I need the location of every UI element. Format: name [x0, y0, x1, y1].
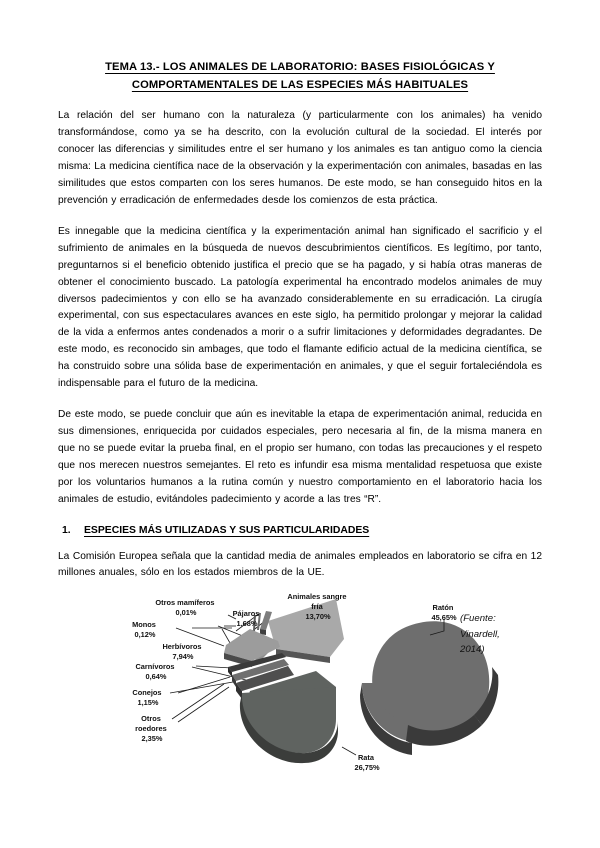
document-content — [58, 58, 542, 590]
source-note-line-2: Vinardell, — [460, 628, 500, 640]
label-animales-sangre-fria: Animales sangre fría 13,70% — [287, 592, 347, 621]
label-carnivoros: Carnívoros 0,64% — [135, 662, 175, 681]
leader-line-rata — [342, 747, 356, 755]
section-heading — [58, 525, 542, 536]
page-title — [58, 58, 542, 94]
page-title-line-1: TEMA 13.- LOS ANIMALES DE LABORATORIO: BASES FISIOLÓGICAS Y — [105, 61, 495, 73]
source-note-line-1: (Fuente: — [460, 613, 496, 624]
label-rata: Rata 26,75% — [354, 753, 380, 772]
section-number: 1. — [62, 524, 71, 536]
paragraph-1: La relación del ser humano con la naturaleza (y particularmente con los animales) ha venido transformándose, como ya se ha descrito, con la evolución cultural de la sociedad. El interés por conocer las diferencias y similitudes entre el ser humano y los animales es tan antiguo como la ciencia misma: La medicina científica nace de la observación y la experimentación con animales, basadas en las similitudes que estos comparten con los seres humanos. De este modo, se han conseguido hitos en la prevención y erradicación de enfermedades desde los comienzos de esta práctica. — [58, 110, 542, 206]
section-heading-label: ESPECIES MÁS UTILIZADAS Y SUS PARTICULARIDADES — [84, 524, 370, 536]
page-title-line-2: COMPORTAMENTALES DE LAS ESPECIES MÁS HABITUALES — [131, 79, 469, 92]
label-otros-roedores: Otros roedores 2,35% — [135, 714, 167, 743]
section-lead-paragraph: La Comisión Europea señala que la cantidad media de animales empleados en laboratorio se cifra en 12 millones anuales, sólo en los estados miembros de la UE. — [58, 550, 542, 579]
label-conejos: Conejos 1,15% — [132, 688, 162, 707]
paragraph-2: Es innegable que la medicina científica y la experimentación animal han significado el sacrificio y el sufrimiento de animales en la búsqueda de nuevos descubrimientos científicos. Es legítimo, por tanto, preguntarnos si el beneficio obtenido justifica el precio que se ha pagado, y si había otras maneras de obtener el conocimiento buscado. La patología experimental ha encontrado modelos animales de muy diversos padecimientos y con ello se ha avanzado considerablemente en su erradicación. La cirugía experimental, con sus espectaculares avances en este siglo, ha permitido prolongar y mejorar la calidad de la vida a enfermos antes condenados a morir o a sufrir limitaciones y deformidades degradantes. De este modo, es reconocido sin ambages, que todo el flamante edificio actual de la medicina científica, se ha construido sobre una sólida base de experimentación en animales, y que el seguir fortaleciéndola es indispensable para el futuro de la medicina. — [58, 225, 542, 390]
source-note — [460, 611, 540, 658]
paragraph-3: De este modo, se puede concluir que aún es inevitable la etapa de experimentación animal, reducida en sus dimensiones, enriquecida por cuidados especiales, pero necesaria al fin, de la misma manera en que no se puede evitar la prueba final, en el propio ser humano, con todas las precauciones y el respeto que nos merecen nuestros semejantes. El reto es infundir esa misma mentalidad respetuosa que existe por los voluntarios humanos a la rutina común y nuestro comportamiento en el laboratorio hacia los animales de estudio, evitándoles padecimiento y acorde a las tres “R”. — [58, 409, 542, 505]
label-otros-mamiferos: Otros mamíferos 0,01% — [155, 598, 215, 617]
slice-animales-sangre-fria — [268, 599, 344, 663]
source-note-line-3: 2014) — [460, 644, 485, 656]
pie-chart-figure — [100, 583, 550, 798]
label-pajaros: Pájaros 1,68% — [232, 609, 260, 628]
label-raton: Ratón 45,65% — [431, 603, 457, 622]
label-herbivoros: Herbívoros 7,94% — [162, 642, 202, 661]
label-monos: Monos 0,12% — [132, 620, 156, 639]
